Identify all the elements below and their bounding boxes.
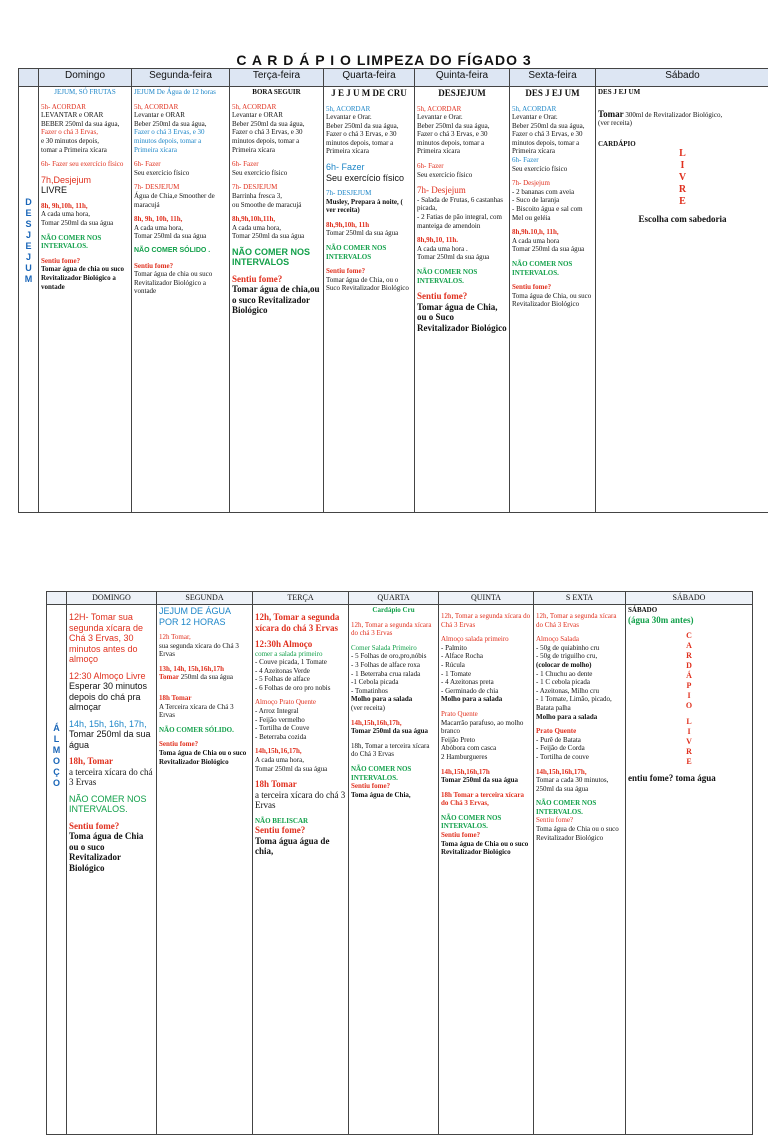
cell-quarta [349,605,439,1135]
cell-line: DESJEJUM [417,88,507,99]
cell-line: Almoço Salada [536,635,623,644]
cell-line: - Rúcula [441,661,531,670]
cell-line: Molho para a salada [536,713,623,722]
cell-line: Tomar 250ml da sua água [417,253,507,262]
cell-quinta [415,87,510,513]
cell-line: NÃO COMER SÓLIDO . [134,247,227,256]
cell-line: - Alface Rocha [441,652,531,661]
cell-line: 12h Tomar, [159,633,250,642]
cell-line: tomar a Primeira xícara [41,146,129,155]
cell-line: NÃO COMER NOS INTERVALOS [232,247,321,268]
cell-line: 12h, Tomar a segunda xícara do chá 3 Ervas [351,621,436,638]
cell-line: 14h,15h,16,17h, [255,747,346,756]
cell-line: - Arroz Integral [255,707,346,716]
cell-line: Fazer o chá 3 Ervas, e 30 minutos depois, tomar a Primeira xícara [512,130,593,156]
cell-line: Sentiu fome? [134,262,227,271]
header-domingo: DOMINGO [67,592,157,605]
cell-line: (ver receita) [351,704,436,713]
cell-line: Sentiu fome? [69,821,154,832]
cell-line: Tomar água de chia ou suco Revitalizador Biológico a vontade [41,265,129,291]
cell-line: JEJUM DE ÁGUA POR 12 HORAS [159,606,250,627]
cell-line: - 5 Folhas de alface [255,675,346,684]
header-sexta: S EXTA [534,592,626,605]
cell-line: - Tortilha de couve [536,753,623,762]
table-header-row [19,69,768,87]
cell-line: Tomar 250ml da sua água [134,232,227,241]
cell-line: - 2 Fatias de pão integral, com manteiga de amendoin [417,213,507,230]
cell-line: Toma água de Chia ou o suco Revitalizador Biológico [536,825,623,842]
cell-line: Fazer o chá 3 Ervas, e 30 minutos depois, tomar a Primeira xícara [417,130,507,156]
cell-line: - 50g de quiabinho cru [536,644,623,653]
cell-line: Tomar água de Chia, ou o Suco Revitalizador Biológico [326,276,412,293]
cell-sabado [596,87,768,513]
cell-line: 5h, ACORDAR [134,103,227,112]
cell-line: Tomar água de Chia, ou o Suco Revitalizador Biológico [417,302,507,334]
livre-letter: E [598,196,767,208]
header-sabado: Sábado [596,69,768,87]
cell-line: (água 30m antes) [628,615,750,626]
cell-line: - Biscoito água e sal com Mel ou geléia [512,205,593,222]
cell-line: Levantar e Orar. [512,113,593,122]
side-letter: Á [49,723,64,734]
cell-line: Beber 250ml da sua água, [326,122,412,131]
row-label-almoco [47,605,67,1135]
side-letter: O [49,756,64,767]
cell-line: Água de Chia,e Smoother de maracujá [134,192,227,209]
cell-line: - 1 Beterraba crua ralada [351,670,436,679]
cell-line: 8h,9h,10, 11h. [417,236,507,245]
cell-line: 6h- Fazer [417,162,507,171]
cell-line: Molho para a salada [351,695,436,704]
cell-line: a terceira xícara do chá 3 Ervas [255,790,346,811]
cell-line: 7h- DESJEJUM [134,183,227,192]
cell-line: LEVANTAR e ORAR [41,111,129,120]
cell-line: - Salada de Frutas, 6 castanhas picada, [417,196,507,213]
side-letter: J [21,252,36,263]
cell-line: NÃO COMER NOS INTERVALOS [326,244,412,261]
row-label-desjejum [19,87,39,513]
cell-line: Tomar 250ml da sua água [512,245,593,254]
cell-line: 12h, Tomar a segunda xícara do Chá 3 Ervas [536,612,623,629]
cell-line: 250ml da sua água [181,673,233,681]
cardapio-letter: R [628,651,750,661]
cell-line: Levantar e Orar. [417,113,507,122]
cell-line: NÃO COMER SÓLIDO. [159,726,250,735]
cell-line: - 4 Azeitonas Verde [255,667,346,676]
livre-letter: R [628,747,750,757]
cell-line: - 1 Tomate, Limão, picado, Batata palha [536,695,623,712]
cell-line: - Tortilha de Couve [255,724,346,733]
livre-letter: V [598,172,767,184]
cardapio-letter: D [628,661,750,671]
cell-line: Levantar e ORAR [232,111,321,120]
header-terca: Terça-feira [230,69,324,87]
cell-line: - Tomatinhos [351,687,436,696]
cell-line: 5h- ACORDAR [41,103,129,112]
cell-line: Tomar [598,109,624,119]
cell-line: A cada uma hora . [417,245,507,254]
cell-line: 8h,9h.10,h, 11h, [512,228,593,237]
cell-line: - Feijão vermelho [255,716,346,725]
cell-domingo [67,605,157,1135]
cell-line: 2 Hamburgueres [441,753,531,762]
cell-line: Almoço Prato Quente [255,698,346,707]
cell-line: Sentiu fome? [255,825,346,836]
header-domingo: Domingo [39,69,132,87]
cell-segunda [132,87,230,513]
cell-line: SÁBADO [628,606,750,615]
cell-line: Feijão Preto [441,736,531,745]
cell-line: 5h, ACORDAR [232,103,321,112]
cell-line: - Couve picada, 1 Tomate [255,658,346,667]
cell-line: Toma água de Chia, [351,791,436,800]
header-sexta: Sexta-feira [510,69,596,87]
livre-letter: L [628,717,750,727]
cell-line: Comer Salada Primeiro [351,644,436,653]
cell-line: - 3 Folhas de alface roxa [351,661,436,670]
cardapio-letter: P [628,681,750,691]
cardapio-letter: O [628,701,750,711]
cell-line: Molho para a salada [441,695,531,704]
livre-letter: V [628,737,750,747]
cell-segunda [157,605,253,1135]
cell-line: (colocar de molho) [536,661,623,670]
cell-line: - Suco de laranja [512,196,593,205]
cell-line: JEJUM De Água de 12 horas [134,88,227,97]
cell-quinta [439,605,534,1135]
cell-line: Seu exercício físico [512,165,593,174]
cell-line: A cada uma hora, [255,756,346,765]
side-letter: O [49,778,64,789]
cell-line: Musley, Prepara à noite, ( ver receita) [326,198,412,215]
cell-line: Tomar 250ml da sua água [441,776,531,785]
livre-letter: I [628,727,750,737]
cell-line: 300ml de Revitalizador Biológico, [625,111,722,119]
cell-line: 8h, 9h, 10h, 11h, [134,215,227,224]
cell-line: comer a salada primeiro [255,650,346,659]
cell-line: 18h, Tomar a terceira xícara do Chá 3 Ervas [351,742,436,759]
cell-line: Sentiu fome? [441,831,531,840]
cell-line: 5h, ACORDAR [512,105,593,114]
cell-line: - Feijão de Corda [536,744,623,753]
livre-letter: I [598,160,767,172]
cell-line: Seu exercício físico [232,169,321,178]
side-letter: E [21,241,36,252]
cell-line: Prato Quente [441,710,531,719]
cell-line: - Beterraba cozida [255,733,346,742]
cell-line: - 2 bananas com aveia [512,188,593,197]
cell-line: 7h,Desjejum [41,175,129,186]
cell-line: Tomar 250ml da sua água [255,765,346,774]
header-quarta: Quarta-feira [324,69,415,87]
cell-line: Toma água de Chia, ou suco Revitalizador Biológico [512,292,593,309]
cell-line: 18h Tomar a terceira xícara do Chá 3 Ervas, [441,791,531,808]
cell-sabado [626,605,753,1135]
header-segunda: SEGUNDA [157,592,253,605]
breakfast-table [18,68,768,513]
cell-line: Sentiu fome? [351,782,436,791]
cell-line: Macarrão parafuso, ao molho branco [441,719,531,736]
cell-line: Fazer o chá 3 Ervas, e 30 minutos depois, tomar a Primeira xícara [232,128,321,154]
cell-line: 13h, 14h, 15h,16h,17h [159,665,250,674]
cell-line: - 5 Folhas de oro,pro,nóbis [351,652,436,661]
header-corner [19,69,39,87]
cell-line: A cada uma hora, [134,224,227,233]
cell-line: NÃO COMER NOS INTERVALOS. [512,260,593,277]
cell-line: Fazer o chá 3 Ervas, [41,128,129,137]
cell-line: 12h, Tomar a segunda xícara do chá 3 Ervas [255,612,346,633]
cell-line: 14h,15h,16h,17h, [351,719,436,728]
cell-line: a terceira xícara do chá 3 Ervas [69,767,154,788]
cell-line: Seu exercício físico [326,173,412,184]
header-quinta: QUINTA [439,592,534,605]
cell-line: JEJUM, SÓ FRUTAS [41,88,129,97]
cell-line: NÃO COMER NOS INTERVALOS. [351,765,436,782]
header-quarta: QUARTA [349,592,439,605]
cardapio-vertical [628,631,750,711]
cell-line: Beber 250ml da sua água, [134,120,227,129]
cell-line: 8h,9h,10h, 11h [326,221,412,230]
page-title: C A R D Á P I O LIMPEZA DO FÍGADO 3 [0,52,768,68]
cell-line: 12h, Tomar a segunda xícara do Chá 3 Ervas [441,612,531,629]
cell-line: A cada uma hora, [41,210,129,219]
side-letter: S [21,219,36,230]
cell-line: NÃO COMER NOS INTERVALOS. [69,794,154,815]
cell-line: 7h- DESJEJUM [326,189,412,198]
cell-line: A cada uma hora, [232,224,321,233]
livre-letter: R [598,184,767,196]
cell-line: 18h Tomar [159,694,250,703]
cell-line: 14h,15h,16h,17h [441,768,531,777]
cell-line: (ver receita) [598,119,767,128]
cell-line: NÃO COMER NOS INTERVALOS. [417,268,507,285]
cell-line: Sentiu fome? [159,740,250,749]
cell-line: BEBER 250ml da sua água, [41,120,129,129]
cell-line: 18h Tomar [255,779,346,790]
cell-line: 12H- Tomar sua segunda xícara de Chá 3 Ervas, 30 minutos antes do almoço [69,612,154,665]
cell-sexta [534,605,626,1135]
cell-sexta [510,87,596,513]
lunch-table [46,591,753,1135]
cell-line: 12:30 Almoço Livre [69,671,154,682]
cell-line: - 1 Tomate [441,670,531,679]
cell-line: Escolha com sabedoria [598,214,767,225]
cell-line: Sentiu fome? [417,291,507,302]
cell-terca [253,605,349,1135]
cell-line: -1 Cebola picada [351,678,436,687]
cardapio-letter: A [628,641,750,651]
side-letter: U [21,263,36,274]
cell-line: 6h- Fazer [512,156,593,165]
cell-line: Sentiu fome? [536,816,623,825]
side-letter: M [21,274,36,285]
livre-letter: L [598,148,767,160]
cell-line: 8h,9h,10h,11h, [232,215,321,224]
livre-vertical [628,717,750,767]
cell-line: NÃO COMER NOS INTERVALOS. [41,234,129,251]
cell-line: entiu fome? toma água [628,773,750,784]
cell-line: Tomar 250ml da sua água [232,232,321,241]
cell-line: DES J EJ UM [512,88,593,99]
cell-line: A Terceira xícara de Chá 3 Ervas [159,703,250,720]
cell-line: Seu exercício físico [134,169,227,178]
cell-line: Fazer o chá 3 Ervas, e 30 minutos depois, tomar a Primeira xícara [134,128,227,154]
cell-line: - Palmito [441,644,531,653]
cell-line: Toma água água de chia, [255,836,346,857]
cell-line: e 30 minutos depois, [41,137,129,146]
cell-line: DES J EJ UM [598,88,767,97]
cell-line: 12:30h Almoço [255,639,346,650]
cell-line: Tomar água de chia ou suco Revitalizador Biológico a vontade [134,270,227,296]
cell-line: NÃO COMER NOS INTERVALOS. [441,814,531,831]
cell-line: 7h- Desjejum [417,185,507,196]
cell-line: 5h, ACORDAR [326,105,412,114]
cell-line: - 4 Azeitonas preta [441,678,531,687]
side-letter: M [49,745,64,756]
cell-line: Levantar e ORAR [134,111,227,120]
cell-domingo [39,87,132,513]
side-letter: J [21,230,36,241]
header-quinta: Quinta-feira [415,69,510,87]
cell-line: Cardápio Cru [351,606,436,615]
cell-line: J E J U M DE CRU [326,88,412,99]
cell-line: - Azeitonas, Milho cru [536,687,623,696]
cell-terca [230,87,324,513]
cell-line: Sentiu fome? [512,283,593,292]
cell-line: Tomar água de chia,ou o suco Revitalizador Biológico [232,284,321,316]
side-letter: L [49,734,64,745]
cell-line: CARDÁPIO [598,140,767,149]
cell-line: Sentiu fome? [232,274,321,285]
cell-line: Prato Quente [536,727,623,736]
cell-line: 6h- Fazer [232,160,321,169]
cell-line: Toma água de Chia ou o suco Revitalizador Biológico [69,831,154,873]
cell-line: Tomar 250ml da sua água [351,727,436,736]
livre-vertical [598,148,767,208]
cell-line: NÃO COMER NOS INTERVALOS. [536,799,623,816]
cardapio-letter: C [628,631,750,641]
cell-line: 5h, ACORDAR [417,105,507,114]
cell-quarta [324,87,415,513]
cell-line: LIVRE [41,185,129,196]
cell-line: Beber 250ml da sua água, [512,122,593,131]
cell-line: - 1 C cebola picada [536,678,623,687]
cell-line: Esperar 30 minutos depois do chá pra almoçar [69,681,154,713]
header-segunda: Segunda-feira [132,69,230,87]
cell-line: Tomar 250ml da sua água [69,729,154,750]
cell-line: - 1 Chuchu ao dente [536,670,623,679]
cell-line: - Germinado de chia [441,687,531,696]
cell-line: 7h- DESJEJUM [232,183,321,192]
header-corner [47,592,67,605]
cell-line: Beber 250ml da sua água, [232,120,321,129]
cell-line: 6h- Fazer seu exercício físico [41,160,129,169]
side-letter: D [21,197,36,208]
cell-line: Fazer o chá 3 Ervas, e 30 minutos depois, tomar a Primeira xícara [326,130,412,156]
cell-line: 8h, 9h,10h, 11h, [41,202,129,211]
table-row [19,87,768,513]
cardapio-letter: I [628,691,750,701]
cell-line: Tomar a cada 30 minutos, 250ml da sua água [536,776,623,793]
cell-line: Toma água de Chia ou o suco Revitalizador Biológico [441,840,531,857]
cell-line: Barrinha fresca 3, [232,192,321,201]
cell-line: 6h- Fazer [326,162,412,173]
livre-letter: E [628,757,750,767]
table-row [47,605,753,1135]
cell-line: - 50g de triguilho cru, [536,652,623,661]
cell-line: Beber 250ml da sua água, [417,122,507,131]
header-sabado: SÁBADO [626,592,753,605]
table-header-row [47,592,753,605]
header-terca: TERÇA [253,592,349,605]
cell-line: A cada uma hora [512,237,593,246]
cell-line: Abóbora com casca [441,744,531,753]
cell-line: Seu exercício físico [417,171,507,180]
side-letter: Ç [49,767,64,778]
cell-line: - Purê de Batata [536,736,623,745]
cell-line: - 6 Folhas de oro pro nobis [255,684,346,693]
cell-line: Sentiu fome? [326,267,412,276]
cell-line: Tomar 250ml da sua água [41,219,129,228]
cardapio-letter: Á [628,671,750,681]
cell-line: Tomar 250ml da sua água [326,229,412,238]
cell-line: Sentiu fome? [41,257,129,266]
cell-line: sua segunda xícara do Chá 3 Ervas [159,642,250,659]
cell-line: Tomar [159,673,179,681]
cell-line: Toma água de Chia ou o suco Revitalizador Biológico [159,749,250,766]
cell-line: Levantar e Orar. [326,113,412,122]
cell-line: 7h- Desjejum [512,179,593,188]
cell-line: 6h- Fazer [134,160,227,169]
cell-line: BORA SEGUIR [232,88,321,97]
cell-line: 18h, Tomar [69,756,154,767]
cell-line: ou Smoothe de maracujá [232,201,321,210]
cell-line: NÃO BELISCAR [255,817,346,826]
side-letter: E [21,208,36,219]
cell-line: Almoço salada primeiro [441,635,531,644]
cell-line: 14h, 15h, 16h, 17h, [69,719,154,730]
cell-line: 14h,15h,16h,17h, [536,768,623,777]
